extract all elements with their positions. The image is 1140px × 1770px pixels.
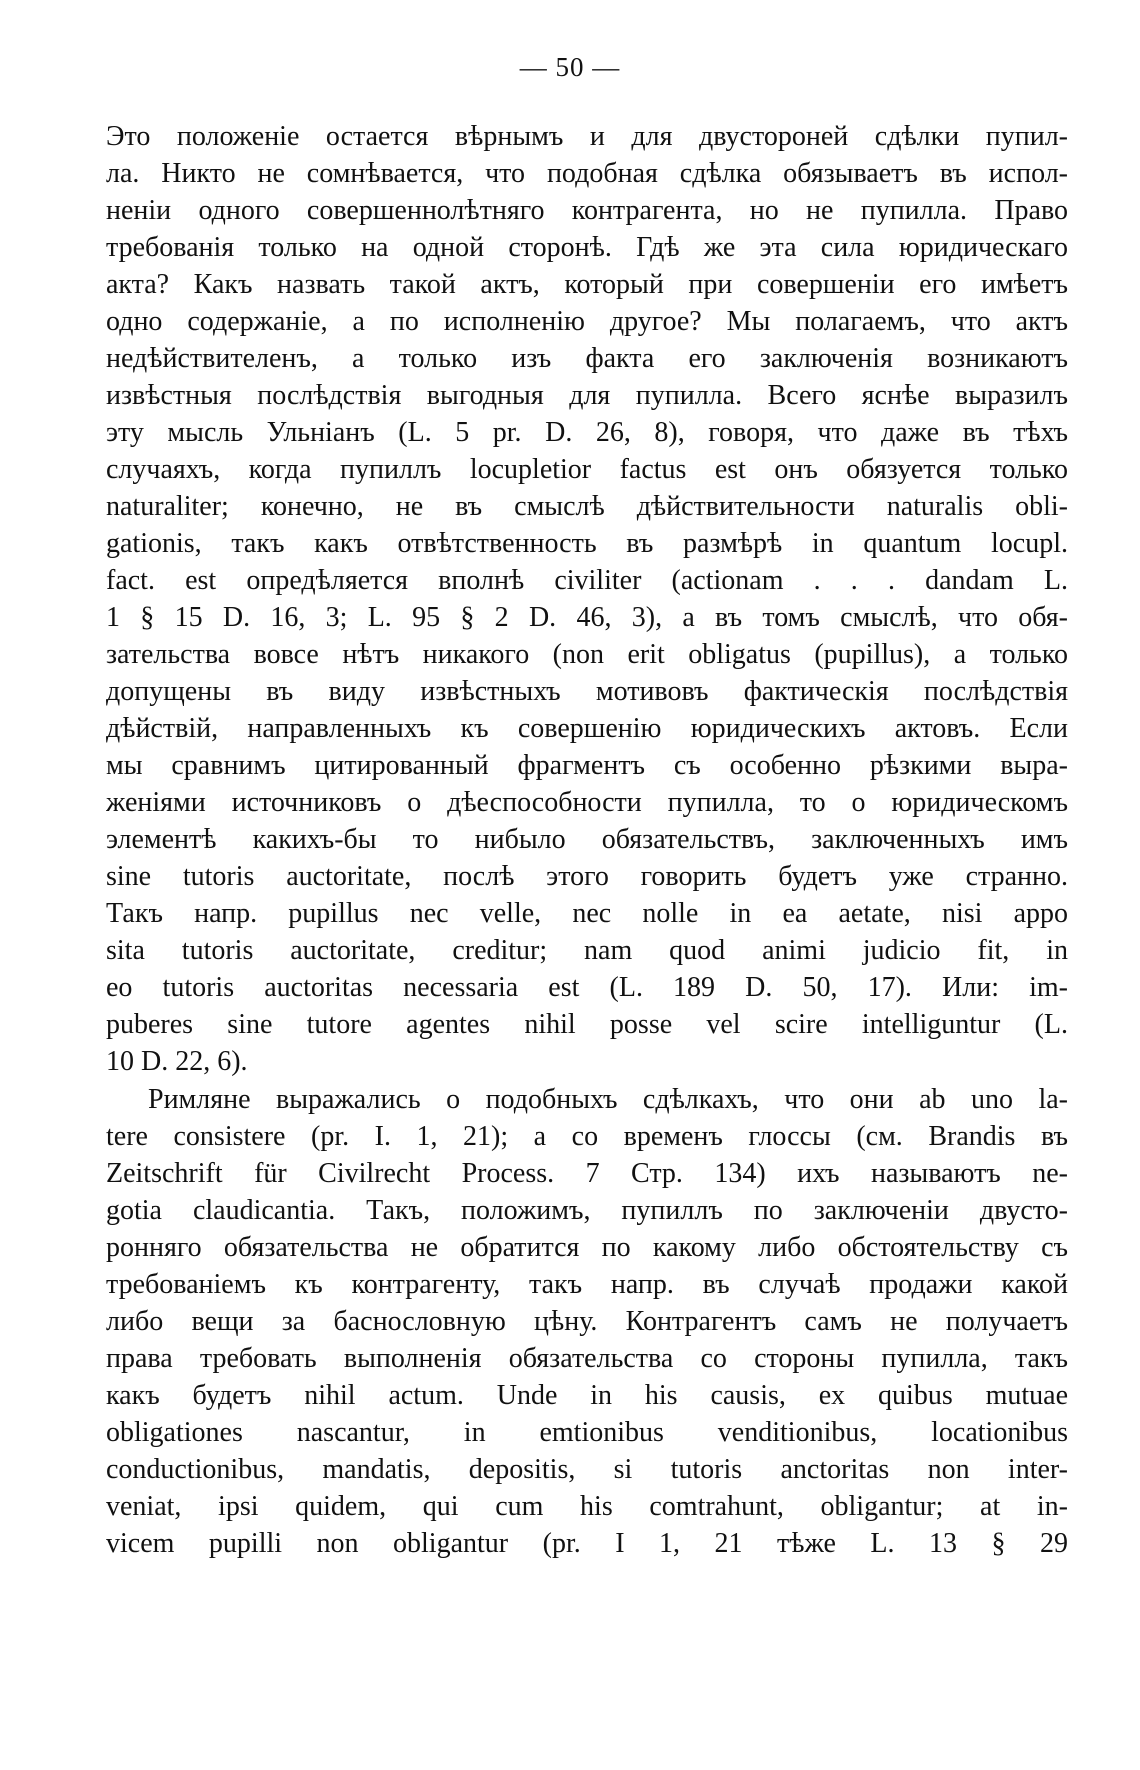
text-line: gotia claudicantia. Такъ, положимъ, пупиллъ по заключеніи двусто- [106,1195,1068,1226]
text-line: какъ будетъ nihil actum. Unde in his causis, ex quibus mutuae [106,1380,1068,1411]
text-line: мы сравнимъ цитированный фрагментъ съ особенно рѣзкими выра- [106,750,1068,781]
text-line: puberes sine tutore agentes nihil posse vel scire intelliguntur (L. [106,1009,1068,1040]
text-line: Zeitschrift für Civilrecht Process. 7 Стр. 134) ихъ называютъ ne- [106,1158,1068,1189]
text-line: женіями источниковъ о дѣеспособности пупилла, то о юридическомъ [106,787,1068,818]
paragraph-1 [106,118,1068,1080]
text-line: ла. Никто не сомнѣвается, что подобная сдѣлка обязываетъ въ испол- [106,158,1068,189]
text-line: naturaliter; конечно, не въ смыслѣ дѣйствительности naturalis obli- [106,491,1068,522]
text-line: допущены въ виду извѣстныхъ мотивовъ фактическія послѣдствія [106,676,1068,707]
text-line: vicem pupilli non obligantur (pr. I 1, 21 тѣже L. 13 § 29 [106,1528,1068,1559]
text-line: либо вещи за баснословную цѣну. Контрагентъ самъ не получаетъ [106,1306,1068,1337]
text-line: одно содержаніе, а по исполненію другое? Мы полагаемъ, что актъ [106,306,1068,337]
text-line: sine tutoris auctoritate, послѣ этого говорить будетъ уже странно. [106,861,1068,892]
text-line: неніи одного совершеннолѣтняго контрагента, но не пупилла. Право [106,195,1068,226]
text-line: conductionibus, mandatis, depositis, si tutoris anctoritas non inter- [106,1454,1068,1485]
text-line: требованія только на одной сторонѣ. Гдѣ же эта сила юридическаго [106,232,1068,263]
page-number: — 50 — [519,52,621,82]
text-line: gationis, такъ какъ отвѣтственность въ размѣрѣ in quantum locupl. [106,528,1068,559]
text-line: tere consistere (pr. I. 1, 21); а со временъ глоссы (см. Brandis въ [106,1121,1068,1152]
text-line: зательства вовсе нѣтъ никакого (non erit obligatus (pupillus), а только [106,639,1068,670]
text-line: 10 D. 22, 6). [106,1046,248,1077]
text-line: Это положеніе остается вѣрнымъ и для двустороней сдѣлки пупил- [106,121,1068,152]
text-line: эту мысль Ульніанъ (L. 5 pr. D. 26, 8), говоря, что даже въ тѣхъ [106,417,1068,448]
text-line: obligationes nascantur, in emtionibus venditionibus, locationibus [106,1417,1068,1448]
text-line: Римляне выражались о подобныхъ сдѣлкахъ, что они ab uno la- [148,1084,1068,1115]
text-line: элементѣ какихъ-бы то нибыло обязательствъ, заключенныхъ имъ [106,824,1068,855]
text-line: права требовать выполненія обязательства со стороны пупилла, такъ [106,1343,1068,1374]
text-line: требованіемъ къ контрагенту, такъ напр. въ случаѣ продажи какой [106,1269,1068,1300]
text-line: eo tutoris auctoritas necessaria est (L. 189 D. 50, 17). Или: im- [106,972,1068,1003]
text-line: fact. est опредѣляется вполнѣ civiliter (actionam . . . dandam L. [106,565,1068,596]
text-line: ронняго обязательства не обратится по какому либо обстоятельству съ [106,1232,1068,1263]
text-line: случаяхъ, когда пупиллъ locupletior factus est онъ обязуется только [106,454,1068,485]
text-line: акта? Какъ назвать такой актъ, который при совершеніи его имѣетъ [106,269,1068,300]
paragraph-2 [106,1081,1068,1562]
text-line: извѣстныя послѣдствія выгодныя для пупилла. Всего яснѣе выразилъ [106,380,1068,411]
text-line: дѣйствій, направленныхъ къ совершенію юридическихъ актовъ. Если [106,713,1068,744]
text-line: sita tutoris auctoritate, creditur; nam quod animi judicio fit, in [106,935,1068,966]
body-text [106,118,1068,1562]
text-line: veniat, ipsi quidem, qui cum his comtrahunt, obligantur; at in- [106,1491,1068,1522]
text-line: Такъ напр. pupillus nec velle, nec nolle in ea aetate, nisi appo [106,898,1068,929]
text-line: 1 § 15 D. 16, 3; L. 95 § 2 D. 46, 3), а въ томъ смыслѣ, что обя- [106,602,1068,633]
text-line: недѣйствителенъ, а только изъ факта его заключенія возникаютъ [106,343,1068,374]
